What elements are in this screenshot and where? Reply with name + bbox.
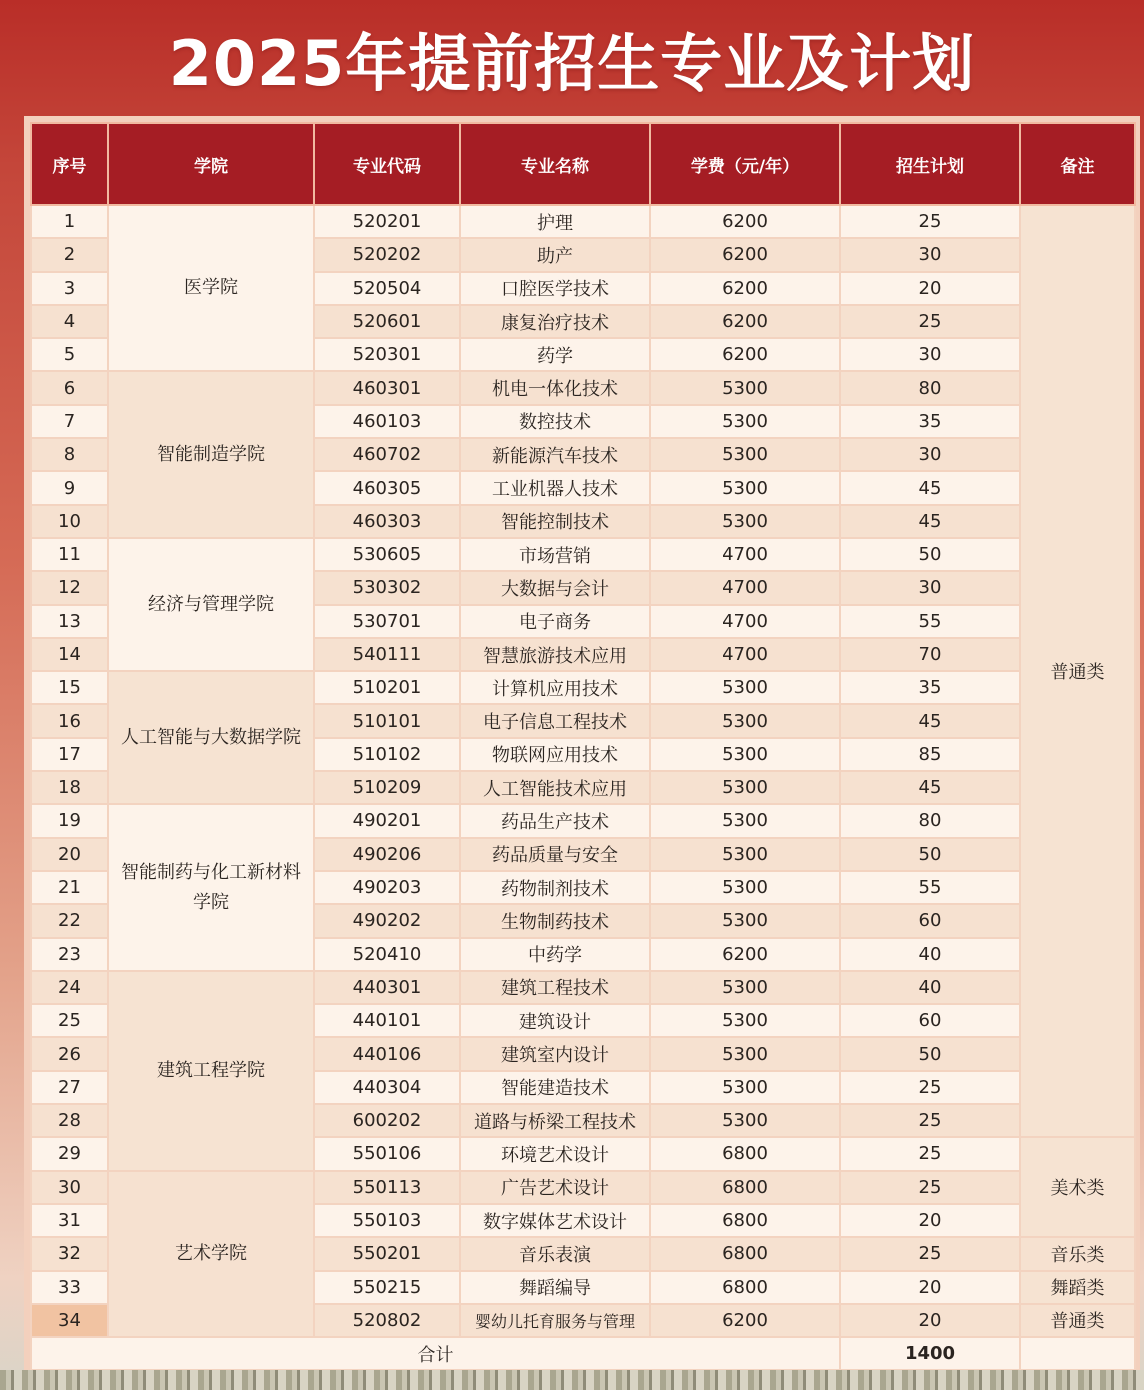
seq-cell: 20 (31, 838, 108, 871)
major-name-cell: 婴幼儿托育服务与管理 (460, 1304, 650, 1337)
table-row (31, 1171, 1135, 1204)
enrollment-plan-cell: 30 (840, 238, 1020, 271)
enrollment-plan-cell: 50 (840, 538, 1020, 571)
tuition-cell: 5300 (650, 738, 840, 771)
major-name-cell: 智慧旅游技术应用 (460, 638, 650, 671)
remarks-cell: 普通类 (1020, 205, 1135, 1137)
enrollment-plan-cell: 30 (840, 438, 1020, 471)
seq-cell: 32 (31, 1237, 108, 1270)
major-name-cell: 建筑设计 (460, 1004, 650, 1037)
tuition-cell: 5300 (650, 804, 840, 837)
tuition-cell: 6800 (650, 1171, 840, 1204)
major-name-cell: 护理 (460, 205, 650, 238)
seq-cell: 4 (31, 305, 108, 338)
college-cell: 智能制药与化工新材料学院 (108, 804, 314, 970)
seq-cell: 6 (31, 371, 108, 404)
major-code-cell: 520601 (314, 305, 460, 338)
major-code-cell: 460303 (314, 505, 460, 538)
remarks-cell: 音乐类 (1020, 1237, 1135, 1270)
enrollment-plan-cell: 60 (840, 1004, 1020, 1037)
enrollment-plan-cell: 50 (840, 1037, 1020, 1070)
tuition-cell: 5300 (650, 904, 840, 937)
major-name-cell: 建筑工程技术 (460, 971, 650, 1004)
enrollment-plan-cell: 45 (840, 771, 1020, 804)
header-major-code: 专业代码 (314, 123, 460, 205)
major-code-cell: 460702 (314, 438, 460, 471)
enrollment-plan-cell: 80 (840, 804, 1020, 837)
major-code-cell: 520410 (314, 938, 460, 971)
major-code-cell: 510209 (314, 771, 460, 804)
major-code-cell: 520504 (314, 272, 460, 305)
seq-cell: 30 (31, 1171, 108, 1204)
enrollment-plan-cell: 80 (840, 371, 1020, 404)
seq-cell: 31 (31, 1204, 108, 1237)
tuition-cell: 5300 (650, 1004, 840, 1037)
total-remarks-empty (1020, 1337, 1135, 1370)
enrollment-plan-cell: 25 (840, 1137, 1020, 1170)
major-name-cell: 广告艺术设计 (460, 1171, 650, 1204)
tuition-cell: 4700 (650, 538, 840, 571)
major-name-cell: 大数据与会计 (460, 571, 650, 604)
major-code-cell: 520802 (314, 1304, 460, 1337)
college-cell: 智能制造学院 (108, 371, 314, 537)
seq-cell: 28 (31, 1104, 108, 1137)
enrollment-plan-cell: 30 (840, 338, 1020, 371)
tuition-cell: 6800 (650, 1137, 840, 1170)
tuition-cell: 5300 (650, 704, 840, 737)
major-name-cell: 市场营销 (460, 538, 650, 571)
seq-cell: 27 (31, 1071, 108, 1104)
seq-cell: 34 (31, 1304, 108, 1337)
enrollment-plan-cell: 40 (840, 971, 1020, 1004)
major-code-cell: 520301 (314, 338, 460, 371)
tuition-cell: 6200 (650, 938, 840, 971)
major-code-cell: 600202 (314, 1104, 460, 1137)
seq-cell: 33 (31, 1271, 108, 1304)
tuition-cell: 6200 (650, 338, 840, 371)
seq-cell: 15 (31, 671, 108, 704)
major-name-cell: 电子信息工程技术 (460, 704, 650, 737)
enrollment-plan-cell: 70 (840, 638, 1020, 671)
enrollment-plan-cell: 45 (840, 505, 1020, 538)
enrollment-plan-cell: 25 (840, 1071, 1020, 1104)
major-name-cell: 计算机应用技术 (460, 671, 650, 704)
seq-cell: 22 (31, 904, 108, 937)
enrollment-plan-cell: 25 (840, 1171, 1020, 1204)
major-code-cell: 490201 (314, 804, 460, 837)
seq-cell: 25 (31, 1004, 108, 1037)
enrollment-plan-cell: 55 (840, 871, 1020, 904)
enrollment-table-container (24, 116, 1140, 1378)
enrollment-plan-cell: 45 (840, 704, 1020, 737)
college-cell: 建筑工程学院 (108, 971, 314, 1171)
major-code-cell: 550106 (314, 1137, 460, 1170)
major-name-cell: 工业机器人技术 (460, 471, 650, 504)
major-name-cell: 环境艺术设计 (460, 1137, 650, 1170)
seq-cell: 9 (31, 471, 108, 504)
seq-cell: 12 (31, 571, 108, 604)
major-code-cell: 490206 (314, 838, 460, 871)
tuition-cell: 6800 (650, 1204, 840, 1237)
major-name-cell: 智能建造技术 (460, 1071, 650, 1104)
major-name-cell: 音乐表演 (460, 1237, 650, 1270)
enrollment-plan-cell: 20 (840, 1204, 1020, 1237)
major-code-cell: 540111 (314, 638, 460, 671)
total-label: 合计 (31, 1337, 840, 1370)
seq-cell: 8 (31, 438, 108, 471)
tuition-cell: 5300 (650, 871, 840, 904)
tuition-cell: 5300 (650, 371, 840, 404)
major-code-cell: 460301 (314, 371, 460, 404)
seq-cell: 10 (31, 505, 108, 538)
header-enrollment-plan: 招生计划 (840, 123, 1020, 205)
enrollment-plan-cell: 25 (840, 305, 1020, 338)
major-code-cell: 530302 (314, 571, 460, 604)
enrollment-plan-table (30, 122, 1136, 1371)
college-cell: 经济与管理学院 (108, 538, 314, 671)
table-body (31, 205, 1135, 1370)
remarks-cell: 普通类 (1020, 1304, 1135, 1337)
major-name-cell: 机电一体化技术 (460, 371, 650, 404)
seq-cell: 11 (31, 538, 108, 571)
major-code-cell: 510101 (314, 704, 460, 737)
enrollment-plan-cell: 20 (840, 272, 1020, 305)
major-name-cell: 人工智能技术应用 (460, 771, 650, 804)
major-name-cell: 数控技术 (460, 405, 650, 438)
college-cell: 医学院 (108, 205, 314, 371)
seq-cell: 14 (31, 638, 108, 671)
seq-cell: 23 (31, 938, 108, 971)
major-code-cell: 440301 (314, 971, 460, 1004)
total-value: 1400 (840, 1337, 1020, 1370)
enrollment-plan-cell: 25 (840, 1104, 1020, 1137)
tuition-cell: 6200 (650, 272, 840, 305)
table-row (31, 205, 1135, 238)
seq-cell: 7 (31, 405, 108, 438)
enrollment-plan-cell: 30 (840, 571, 1020, 604)
major-code-cell: 520202 (314, 238, 460, 271)
enrollment-plan-cell: 20 (840, 1304, 1020, 1337)
enrollment-plan-cell: 50 (840, 838, 1020, 871)
seq-cell: 3 (31, 272, 108, 305)
seq-cell: 5 (31, 338, 108, 371)
enrollment-plan-cell: 35 (840, 671, 1020, 704)
major-code-cell: 490203 (314, 871, 460, 904)
tuition-cell: 5300 (650, 1071, 840, 1104)
enrollment-plan-cell: 40 (840, 938, 1020, 971)
enrollment-plan-cell: 20 (840, 1271, 1020, 1304)
remarks-cell: 美术类 (1020, 1137, 1135, 1237)
page-title: 2025年提前招生专业及计划 (168, 27, 976, 100)
tuition-cell: 6800 (650, 1237, 840, 1270)
seq-cell: 19 (31, 804, 108, 837)
major-name-cell: 药学 (460, 338, 650, 371)
major-name-cell: 智能控制技术 (460, 505, 650, 538)
major-code-cell: 510201 (314, 671, 460, 704)
tuition-cell: 5300 (650, 671, 840, 704)
major-name-cell: 数字媒体艺术设计 (460, 1204, 650, 1237)
tuition-cell: 5300 (650, 471, 840, 504)
seq-cell: 17 (31, 738, 108, 771)
enrollment-plan-cell: 35 (840, 405, 1020, 438)
major-code-cell: 490202 (314, 904, 460, 937)
enrollment-plan-cell: 25 (840, 1237, 1020, 1270)
header-remarks: 备注 (1020, 123, 1135, 205)
major-name-cell: 药品质量与安全 (460, 838, 650, 871)
seq-cell: 29 (31, 1137, 108, 1170)
major-name-cell: 助产 (460, 238, 650, 271)
tuition-cell: 5300 (650, 505, 840, 538)
tuition-cell: 5300 (650, 771, 840, 804)
major-code-cell: 550103 (314, 1204, 460, 1237)
major-code-cell: 440106 (314, 1037, 460, 1070)
tuition-cell: 5300 (650, 405, 840, 438)
enrollment-plan-cell: 85 (840, 738, 1020, 771)
tuition-cell: 6800 (650, 1271, 840, 1304)
enrollment-plan-cell: 25 (840, 205, 1020, 238)
tuition-cell: 4700 (650, 605, 840, 638)
remarks-cell: 舞蹈类 (1020, 1271, 1135, 1304)
header-major-name: 专业名称 (460, 123, 650, 205)
table-row (31, 671, 1135, 704)
major-name-cell: 电子商务 (460, 605, 650, 638)
tuition-cell: 5300 (650, 1037, 840, 1070)
header-tuition: 学费（元/年） (650, 123, 840, 205)
tuition-cell: 5300 (650, 971, 840, 1004)
tuition-cell: 6200 (650, 238, 840, 271)
tuition-cell: 6200 (650, 305, 840, 338)
enrollment-plan-cell: 55 (840, 605, 1020, 638)
seq-cell: 1 (31, 205, 108, 238)
major-code-cell: 550113 (314, 1171, 460, 1204)
tuition-cell: 5300 (650, 1104, 840, 1137)
major-name-cell: 舞蹈编导 (460, 1271, 650, 1304)
major-code-cell: 440101 (314, 1004, 460, 1037)
major-code-cell: 530701 (314, 605, 460, 638)
header-seq: 序号 (31, 123, 108, 205)
major-name-cell: 道路与桥梁工程技术 (460, 1104, 650, 1137)
seq-cell: 2 (31, 238, 108, 271)
college-cell: 人工智能与大数据学院 (108, 671, 314, 804)
enrollment-plan-cell: 45 (840, 471, 1020, 504)
major-code-cell: 550201 (314, 1237, 460, 1270)
tuition-cell: 4700 (650, 638, 840, 671)
major-name-cell: 生物制药技术 (460, 904, 650, 937)
seq-cell: 24 (31, 971, 108, 1004)
table-row (31, 538, 1135, 571)
tuition-cell: 6200 (650, 1304, 840, 1337)
table-row (31, 971, 1135, 1004)
seq-cell: 18 (31, 771, 108, 804)
total-row (31, 1337, 1135, 1370)
major-name-cell: 建筑室内设计 (460, 1037, 650, 1070)
enrollment-plan-cell: 60 (840, 904, 1020, 937)
background-photo-strip (0, 1370, 1144, 1390)
seq-cell: 16 (31, 704, 108, 737)
tuition-cell: 5300 (650, 438, 840, 471)
major-code-cell: 520201 (314, 205, 460, 238)
major-code-cell: 530605 (314, 538, 460, 571)
major-name-cell: 康复治疗技术 (460, 305, 650, 338)
major-code-cell: 460305 (314, 471, 460, 504)
header-college: 学院 (108, 123, 314, 205)
tuition-cell: 5300 (650, 838, 840, 871)
major-name-cell: 物联网应用技术 (460, 738, 650, 771)
tuition-cell: 6200 (650, 205, 840, 238)
table-row (31, 804, 1135, 837)
major-name-cell: 中药学 (460, 938, 650, 971)
seq-cell: 13 (31, 605, 108, 638)
seq-cell: 26 (31, 1037, 108, 1070)
table-header-row (31, 123, 1135, 205)
major-name-cell: 药品生产技术 (460, 804, 650, 837)
table-row (31, 371, 1135, 404)
major-name-cell: 口腔医学技术 (460, 272, 650, 305)
seq-cell: 21 (31, 871, 108, 904)
major-name-cell: 新能源汽车技术 (460, 438, 650, 471)
major-code-cell: 460103 (314, 405, 460, 438)
major-code-cell: 510102 (314, 738, 460, 771)
major-code-cell: 550215 (314, 1271, 460, 1304)
tuition-cell: 4700 (650, 571, 840, 604)
major-code-cell: 440304 (314, 1071, 460, 1104)
major-name-cell: 药物制剂技术 (460, 871, 650, 904)
college-cell: 艺术学院 (108, 1171, 314, 1337)
